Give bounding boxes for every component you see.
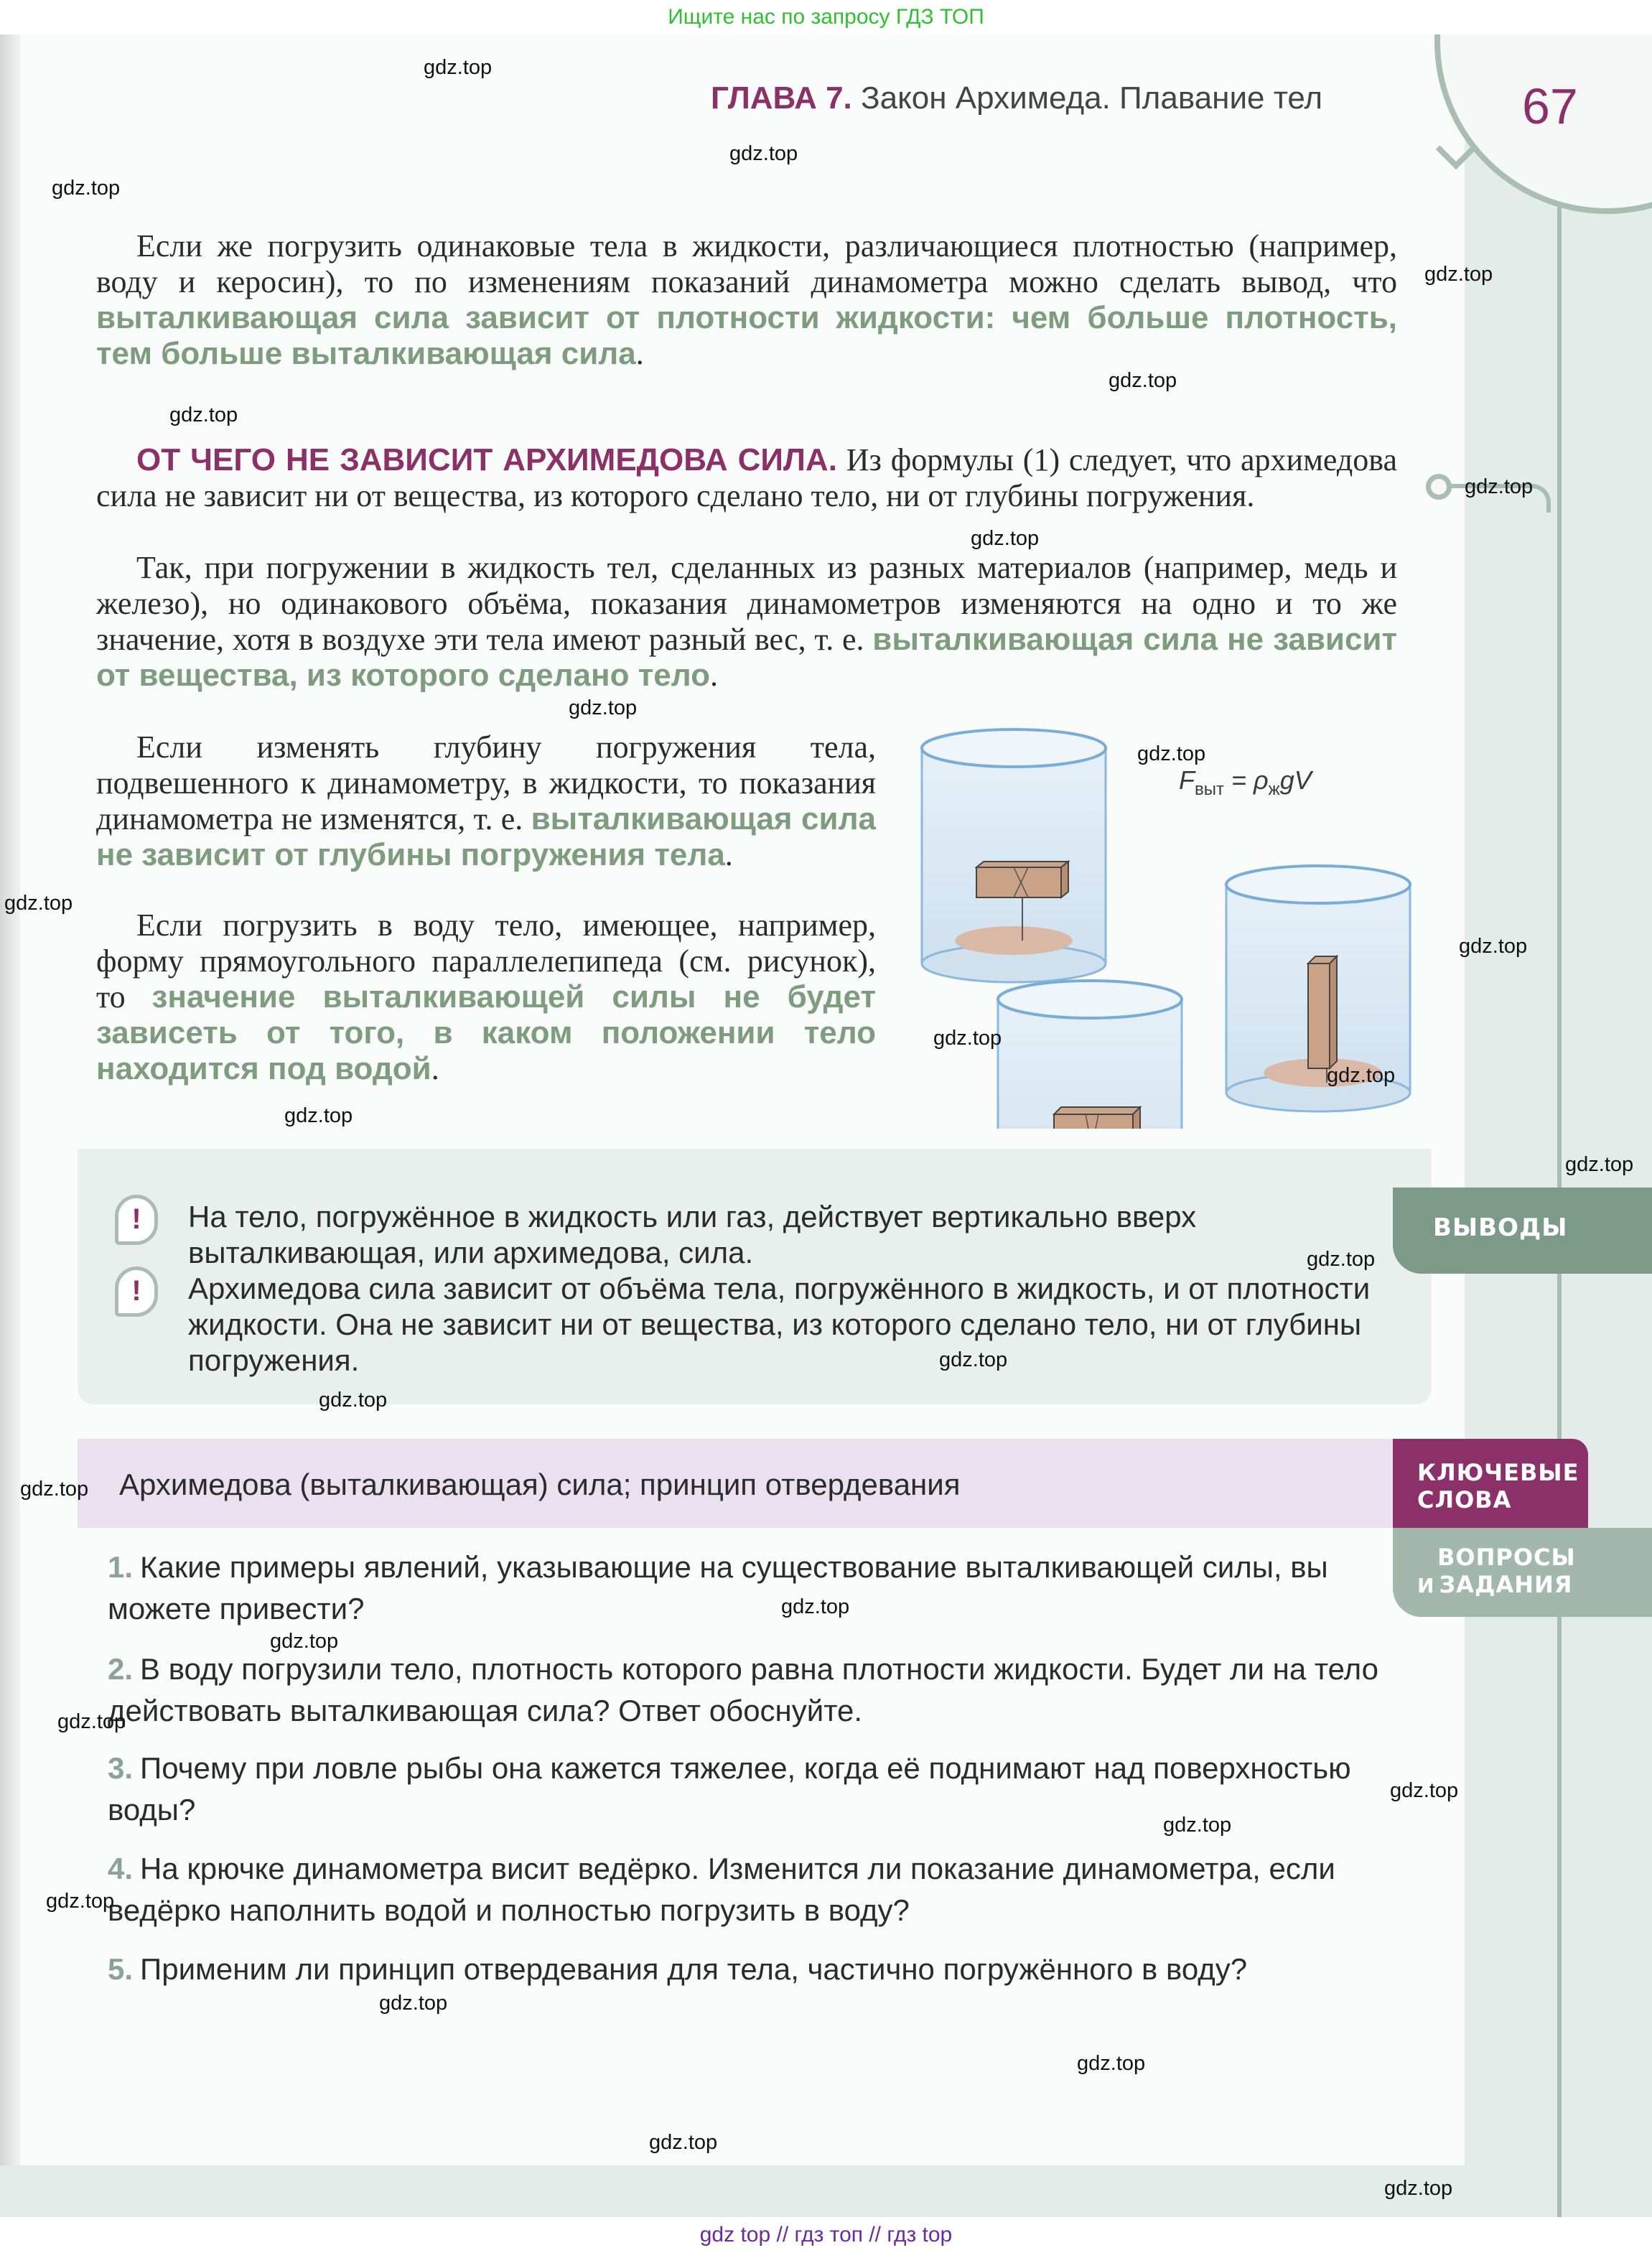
watermark: gdz.top xyxy=(1163,1814,1232,1837)
watermark: gdz.top xyxy=(1109,369,1177,392)
keywords-tab-line2: СЛОВА xyxy=(1417,1486,1512,1513)
watermark: gdz.top xyxy=(729,142,798,165)
highlighted-rule: выталкивающая сила не зависит от вещества, из которого сделано тело xyxy=(96,622,1398,693)
paragraph-text: Так, при погружении в жидкость тел, сделанных из разных материалов (например, медь и железо), но одинакового объёма, показания динамометров изменяются на одно и то же значение, хотя в воздухе эти тела имеют разный вес, т. е. xyxy=(96,550,1397,657)
question-number: 5. xyxy=(108,1952,134,1986)
highlighted-rule: значение выталкивающей силы не будет зависеть от того, в каком положении тело находится под водой xyxy=(96,979,876,1086)
watermark: gdz.top xyxy=(52,177,121,200)
paragraph-density xyxy=(96,228,1397,372)
highlighted-rule: выталкивающая сила не зависит от глубины погружения тела xyxy=(96,801,876,872)
formula-force-sub: выт xyxy=(1195,780,1224,800)
question-number: 4. xyxy=(108,1852,134,1885)
question-number: 1. xyxy=(108,1550,134,1584)
question-item xyxy=(108,1848,1400,1931)
watermark: gdz.top xyxy=(284,1104,353,1127)
watermark: gdz.top xyxy=(939,1348,1008,1371)
watermark: gdz.top xyxy=(57,1710,126,1733)
section-node-icon xyxy=(1426,474,1452,500)
keywords-tab-line1: КЛЮЧЕВЫЕ xyxy=(1417,1459,1579,1486)
paragraph-orientation xyxy=(96,908,876,1087)
watermark: gdz.top xyxy=(270,1630,339,1653)
watermark: gdz.top xyxy=(971,527,1040,550)
beaker-block-horizontal xyxy=(922,729,1106,982)
paragraph-end: . xyxy=(635,336,644,371)
watermark: gdz.top xyxy=(46,1890,115,1913)
conclusion-item: Архимедова сила зависит от объёма тела, погружённого в жидкость, и от плотности жидкости. Она не зависит ни от вещества, из которого сделано тело, ни от глубины погружения. xyxy=(188,1272,1371,1377)
page-binding-shadow xyxy=(0,34,20,2217)
paragraph-text: Из формулы (1) следует, что архимедова сила не зависит ни от вещества, из которого сделано тело, ни от глубины погружения. xyxy=(96,442,1397,513)
watermark: gdz.top xyxy=(933,1027,1002,1050)
paragraph-material xyxy=(96,550,1397,694)
watermark: gdz.top xyxy=(1465,475,1534,498)
questions-tab-line2: ЗАДАНИЯ xyxy=(1439,1571,1573,1598)
watermark: gdz.top xyxy=(424,56,493,79)
question-item xyxy=(108,1547,1400,1630)
watermark: gdz.top xyxy=(781,1595,850,1618)
watermark: gdz.top xyxy=(569,696,638,719)
formula-gv: gV xyxy=(1279,765,1312,795)
watermark: gdz.top xyxy=(1137,742,1206,765)
questions-tab-and: И xyxy=(1417,1574,1435,1597)
watermark: gdz.top xyxy=(169,404,238,426)
paragraph-independence xyxy=(96,442,1397,514)
watermark: gdz.top xyxy=(4,892,73,915)
question-text: Какие примеры явлений, указывающие на существование выталкивающей силы, вы можете привести? xyxy=(108,1550,1328,1625)
chapter-title: Закон Архимеда. Плавание тел xyxy=(861,80,1323,116)
watermark: gdz.top xyxy=(319,1389,388,1412)
conclusions-tab: ВЫВОДЫ xyxy=(1393,1188,1652,1274)
section-heading: ОТ ЧЕГО НЕ ЗАВИСИТ АРХИМЕДОВА СИЛА. xyxy=(136,442,837,477)
highlighted-rule: выталкивающая сила зависит от плотности жидкости: чем больше плотность, тем больше выталкивающая сила xyxy=(96,300,1397,371)
formula-force: F xyxy=(1179,765,1195,795)
paragraph-end: . xyxy=(431,1051,439,1086)
watermark: gdz.top xyxy=(649,2131,718,2154)
question-number: 2. xyxy=(108,1652,134,1686)
question-text: В воду погрузили тело, плотность которого равна плотности жидкости. Будет ли на тело действовать выталкивающая сила? Ответ обоснуйте. xyxy=(108,1652,1378,1727)
conclusion-item: На тело, погружённое в жидкость или газ, действует вертикально вверх выталкивающая, или архимедова, сила. xyxy=(188,1200,1197,1269)
questions-tab-line1: ВОПРОСЫ xyxy=(1437,1544,1576,1571)
formula-rho: = ρ xyxy=(1224,765,1269,795)
watermark: gdz.top xyxy=(1327,1064,1396,1087)
page-number: 67 xyxy=(1522,78,1578,134)
beaker-block-large xyxy=(998,981,1182,1129)
paragraph-end: . xyxy=(724,837,733,872)
top-banner[interactable]: Ищите нас по запросу ГДЗ ТОП xyxy=(0,0,1652,34)
watermark: gdz.top xyxy=(1424,263,1493,286)
keywords-text: Архимедова (выталкивающая) сила; принцип отвердевания xyxy=(119,1468,961,1501)
watermark: gdz.top xyxy=(379,1992,448,2015)
question-number: 3. xyxy=(108,1751,134,1785)
questions-tab xyxy=(1393,1528,1652,1617)
exclamation-bubble-icon: ! xyxy=(115,1267,158,1317)
watermark: gdz.top xyxy=(1390,1779,1459,1802)
watermark: gdz.top xyxy=(20,1478,89,1501)
question-text: На крючке динамометра висит ведёрко. Изменится ли показание динамометра, если ведёрко наполнить водой и полностью погрузить в воду? xyxy=(108,1852,1335,1927)
chapter-header xyxy=(711,80,1322,116)
watermark: gdz.top xyxy=(1459,935,1528,958)
question-text: Применим ли принцип отвердевания для тела, частично погружённого в воду? xyxy=(140,1952,1248,1986)
watermark: gdz.top xyxy=(1565,1153,1634,1176)
chapter-label: ГЛАВА 7. xyxy=(711,80,852,116)
formula-rho-sub: ж xyxy=(1268,780,1280,800)
question-item xyxy=(108,1648,1400,1732)
bottom-banner[interactable]: gdz top // гдз топ // гдз top xyxy=(0,2217,1652,2253)
watermark: gdz.top xyxy=(1077,2052,1146,2075)
question-item xyxy=(108,1949,1400,1990)
paragraph-text: Если погрузить в воду тело, имеющее, например, форму прямоугольного параллелепипеда (см. рисунок), то xyxy=(96,908,876,1014)
paragraph-text: Если изменять глубину погружения тела, подвешенного к динамометру, в жидкости, то показания динамометра не изменятся, т. е. xyxy=(96,729,876,836)
exclamation-bubble-icon: ! xyxy=(115,1195,158,1245)
watermark: gdz.top xyxy=(1384,2177,1453,2200)
paragraph-text: Если же погрузить одинаковые тела в жидкости, различающиеся плотностью (например, воду и керосин), то по изменениям показаний динамометра можно сделать вывод, что xyxy=(96,228,1397,299)
bottom-page-strip xyxy=(0,2165,1465,2217)
archimedes-formula xyxy=(1179,765,1312,800)
paragraph-depth xyxy=(96,729,876,873)
keywords-tab xyxy=(1393,1439,1588,1528)
question-text: Почему при ловле рыбы она кажется тяжелее, когда её поднимают над поверхностью воды? xyxy=(108,1751,1351,1827)
paragraph-end: . xyxy=(709,658,718,693)
watermark: gdz.top xyxy=(1307,1248,1376,1271)
